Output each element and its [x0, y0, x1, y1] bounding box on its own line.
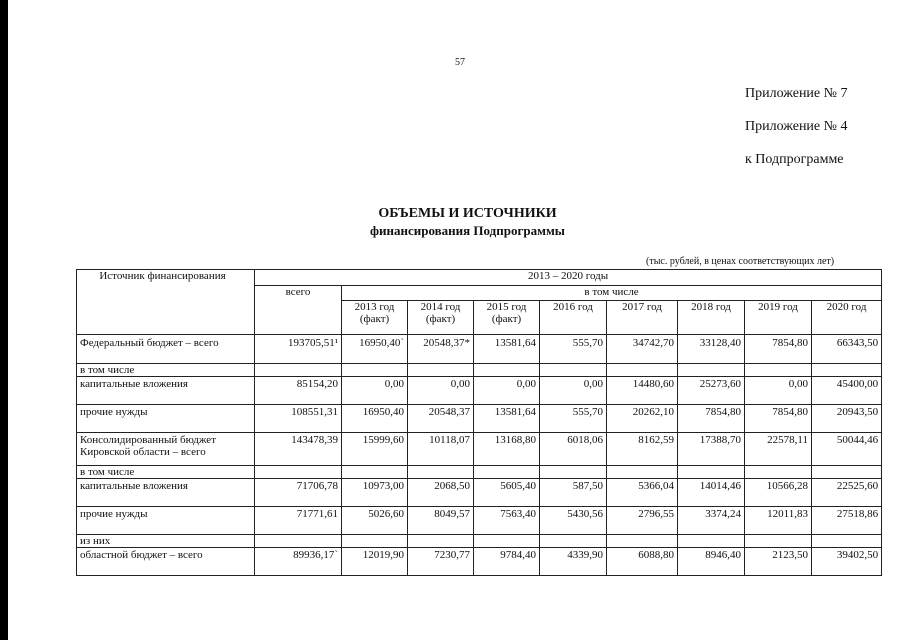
cell-2019: 10566,28 [745, 479, 812, 507]
cell-2014: 20548,37 [408, 405, 474, 433]
cell-2018: 3374,24 [678, 507, 745, 535]
cell-2015: 5605,40 [474, 479, 540, 507]
cell-2016: 587,50 [540, 479, 607, 507]
table-row-consolidated-capital [77, 479, 882, 507]
cell-2018: 7854,80 [678, 405, 745, 433]
funding-table [76, 269, 882, 576]
binding-edge [0, 0, 8, 640]
cell-2015: 9784,40 [474, 548, 540, 576]
cell-2019: 22578,11 [745, 433, 812, 466]
header-year-2015: 2015 год (факт) [474, 301, 540, 335]
row-label: капитальные вложения [77, 377, 255, 405]
units-note: (тыс. рублей, в ценах соответствующих лет) [646, 256, 835, 267]
cell-2016: 555,70 [540, 335, 607, 364]
cell-2016: 4339,90 [540, 548, 607, 576]
row-label: прочие нужды [77, 405, 255, 433]
cell-2020: 39402,50 [812, 548, 882, 576]
document-title: ОБЪЕМЫ И ИСТОЧНИКИ [378, 206, 557, 221]
row-label: Федеральный бюджет – всего [77, 335, 255, 364]
header-source: Источник финансирования [77, 270, 255, 335]
cell-2017: 2796,55 [607, 507, 678, 535]
cell-2020: 20943,50 [812, 405, 882, 433]
cell-2016: 6018,06 [540, 433, 607, 466]
cell-2014: 7230,77 [408, 548, 474, 576]
row-label: в том числе [77, 466, 255, 479]
header-year-2013: 2013 год (факт) [342, 301, 408, 335]
cell-2018: 33128,40 [678, 335, 745, 364]
annex-line-2: Приложение № 4 [745, 119, 848, 134]
cell-2016: 5430,56 [540, 507, 607, 535]
cell-2014: 0,00 [408, 377, 474, 405]
cell-2019: 0,00 [745, 377, 812, 405]
cell-2020: 22525,60 [812, 479, 882, 507]
cell-2017: 20262,10 [607, 405, 678, 433]
cell-total: 71771,61 [255, 507, 342, 535]
table-row-of-them [77, 535, 882, 548]
header-row-period [77, 270, 882, 286]
cell-2014: 8049,57 [408, 507, 474, 535]
cell-2019: 7854,80 [745, 335, 812, 364]
header-year-2019: 2019 год [745, 301, 812, 335]
cell-2020: 27518,86 [812, 507, 882, 535]
cell-2015: 13581,64 [474, 335, 540, 364]
cell-total: 108551,31 [255, 405, 342, 433]
cell-2013: 10973,00 [342, 479, 408, 507]
table-row-federal-capital [77, 377, 882, 405]
row-label: прочие нужды [77, 507, 255, 535]
cell-2017: 34742,70 [607, 335, 678, 364]
table-row-including-1 [77, 364, 882, 377]
cell-2013: 15999,60 [342, 433, 408, 466]
cell-2017: 8162,59 [607, 433, 678, 466]
cell-2013: 12019,90 [342, 548, 408, 576]
cell-2020: 66343,50 [812, 335, 882, 364]
row-label: из них [77, 535, 255, 548]
header-year-2018: 2018 год [678, 301, 745, 335]
cell-total: 71706,78 [255, 479, 342, 507]
cell-2017: 6088,80 [607, 548, 678, 576]
cell-2015: 0,00 [474, 377, 540, 405]
row-label: в том числе [77, 364, 255, 377]
header-year-2020: 2020 год [812, 301, 882, 335]
cell-2014: 2068,50 [408, 479, 474, 507]
annex-line-1: Приложение № 7 [745, 86, 848, 101]
cell-2015: 13581,64 [474, 405, 540, 433]
cell-2020: 50044,46 [812, 433, 882, 466]
annex-line-3: к Подпрограмме [745, 152, 844, 167]
cell-2016: 555,70 [540, 405, 607, 433]
page-number: 57 [455, 57, 465, 68]
cell-total: 85154,20 [255, 377, 342, 405]
cell-2015: 7563,40 [474, 507, 540, 535]
table-row-consolidated [77, 433, 882, 466]
cell-2018: 8946,40 [678, 548, 745, 576]
cell-2019: 12011,83 [745, 507, 812, 535]
cell-total: 143478,39 [255, 433, 342, 466]
table-row-including-2 [77, 466, 882, 479]
header-year-2016: 2016 год [540, 301, 607, 335]
row-label: областной бюджет – всего [77, 548, 255, 576]
header-year-2014: 2014 год (факт) [408, 301, 474, 335]
cell-total: 193705,51¹ [255, 335, 342, 364]
cell-2019: 7854,80 [745, 405, 812, 433]
header-including: в том числе [342, 286, 882, 301]
table-row-consolidated-other [77, 507, 882, 535]
cell-2013: 5026,60 [342, 507, 408, 535]
cell-2014: 10118,07 [408, 433, 474, 466]
cell-2018: 17388,70 [678, 433, 745, 466]
cell-2017: 5366,04 [607, 479, 678, 507]
cell-2014: 20548,37* [408, 335, 474, 364]
cell-2019: 2123,50 [745, 548, 812, 576]
cell-2018: 25273,60 [678, 377, 745, 405]
cell-2016: 0,00 [540, 377, 607, 405]
table-row-regional [77, 548, 882, 576]
cell-2013: 16950,40` [342, 335, 408, 364]
table-row-federal-other [77, 405, 882, 433]
cell-2017: 14480,60 [607, 377, 678, 405]
header-period: 2013 – 2020 годы [255, 270, 882, 286]
cell-2015: 13168,80 [474, 433, 540, 466]
cell-2020: 45400,00 [812, 377, 882, 405]
table-row-federal [77, 335, 882, 364]
row-label: Консолидированный бюджет Кировской области – всего [77, 433, 255, 466]
header-year-2017: 2017 год [607, 301, 678, 335]
document-subtitle: финансирования Подпрограммы [370, 223, 565, 238]
cell-total: 89936,17` [255, 548, 342, 576]
cell-2013: 0,00 [342, 377, 408, 405]
cell-2013: 16950,40 [342, 405, 408, 433]
row-label: капитальные вложения [77, 479, 255, 507]
header-total: всего [255, 286, 342, 335]
cell-2018: 14014,46 [678, 479, 745, 507]
